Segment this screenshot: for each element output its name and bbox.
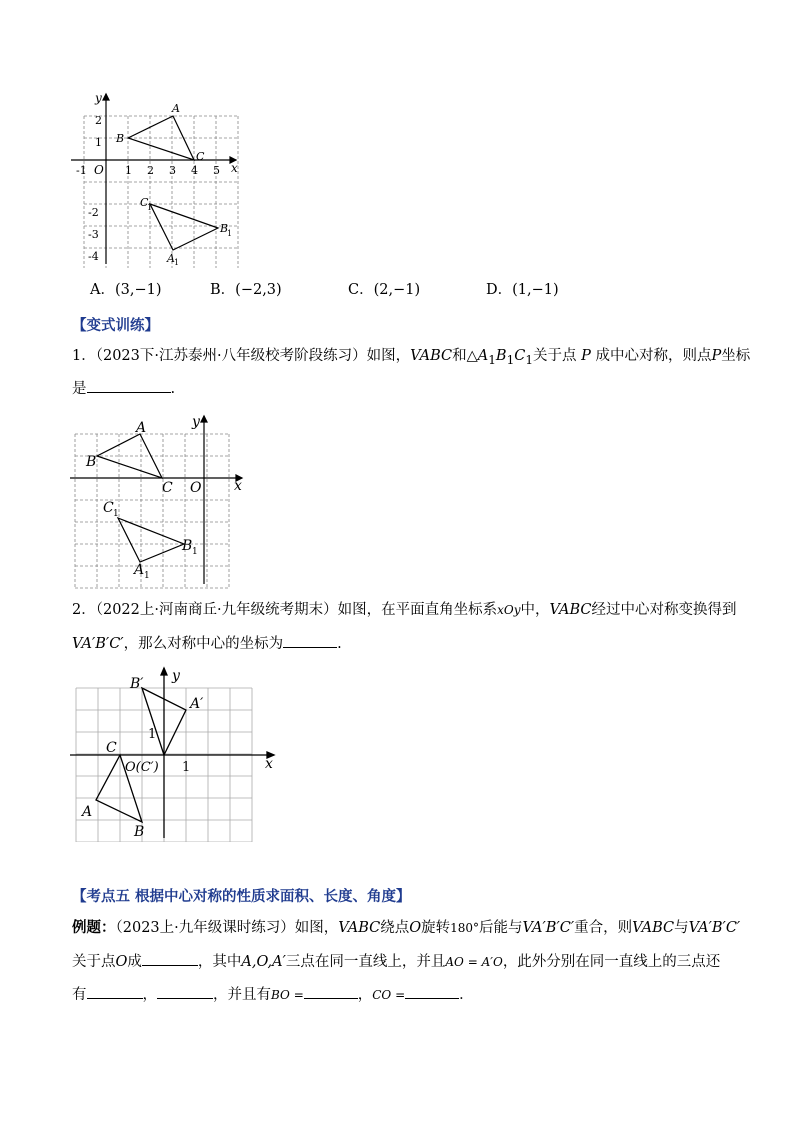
option-b[interactable] xyxy=(210,278,282,299)
question-source: （2023下·江苏泰州·八年级校考阶段练习）如图， xyxy=(95,348,411,364)
point-label-C: C xyxy=(106,740,117,756)
text: 关于点 xyxy=(533,348,577,364)
point-label-C: C xyxy=(162,480,173,496)
triangle-name: VABC xyxy=(410,348,453,364)
figure-2-coordinate-grid xyxy=(70,410,250,590)
point-label-A-prime: A′ xyxy=(190,696,204,712)
text: 重合，则 xyxy=(574,920,633,936)
text: 后能与 xyxy=(479,920,523,936)
text: 坐标 xyxy=(721,348,751,364)
point-label-A1: A xyxy=(167,252,175,265)
option-letter: A． xyxy=(90,282,115,298)
subscript: 1 xyxy=(147,203,153,212)
subscript: 1 xyxy=(525,352,534,367)
origin-label: O xyxy=(94,163,104,177)
point-label-A: A xyxy=(136,420,147,436)
text: 经过中心对称变换得到 xyxy=(591,602,737,618)
answer-blank[interactable] xyxy=(87,984,143,999)
triangle-name: △A xyxy=(466,348,489,364)
point-label-B: B xyxy=(86,454,97,470)
text: ， xyxy=(357,987,373,1003)
option-letter: C． xyxy=(348,282,374,298)
text: ，并且有 xyxy=(213,987,271,1003)
y-tick: 2 xyxy=(95,114,102,127)
triangle-name: C xyxy=(514,348,526,364)
section-heading-5: 【考点五 根据中心对称的性质求面积、长度、角度】 xyxy=(72,889,411,905)
subscript: 1 xyxy=(144,571,150,581)
subscript: 1 xyxy=(192,547,198,557)
answer-blank[interactable] xyxy=(157,984,213,999)
option-a[interactable] xyxy=(90,278,162,299)
section-heading-variant: 【变式训练】 xyxy=(72,318,159,334)
text: 成 xyxy=(127,954,142,970)
option-letter: B． xyxy=(210,282,236,298)
option-letter: D． xyxy=(486,282,513,298)
point-label-B: B xyxy=(134,824,145,840)
example-label: 例题： xyxy=(72,919,116,936)
text: 关于点 xyxy=(72,954,116,970)
figure-3-coordinate-grid xyxy=(70,664,280,842)
option-value: (−2,3) xyxy=(235,282,282,298)
y-tick-1: 1 xyxy=(148,727,157,742)
answer-blank[interactable] xyxy=(405,984,459,999)
angle-value: 180° xyxy=(450,921,480,935)
triangle-name: VABC xyxy=(338,920,381,936)
answer-blank[interactable] xyxy=(304,984,358,999)
triangle-name: VA′B′C′ xyxy=(688,920,741,936)
x-tick: 5 xyxy=(213,164,220,177)
text: 成中心对称，则点 xyxy=(595,348,712,364)
x-tick: 2 xyxy=(147,164,154,177)
text: 绕点 xyxy=(380,920,410,936)
option-d[interactable] xyxy=(486,278,559,299)
triangle-name: VA′B′C′ xyxy=(72,636,124,652)
x-tick-1: 1 xyxy=(182,760,191,775)
text: 旋转 xyxy=(421,920,451,936)
text: ，此外分别在同一直线上的三点还 xyxy=(502,954,721,970)
origin-label: O xyxy=(190,480,202,496)
point-name: P xyxy=(581,348,591,364)
option-value: (2,−1) xyxy=(373,282,421,298)
text: 有 xyxy=(72,987,87,1003)
point-label-A: A xyxy=(172,102,180,115)
option-c[interactable] xyxy=(348,278,420,299)
x-tick: 4 xyxy=(191,164,198,177)
text: . xyxy=(170,381,176,397)
coordinate-system-name: xOy xyxy=(497,603,521,617)
subscript: 1 xyxy=(488,352,496,367)
example-line-2 xyxy=(72,951,720,972)
question-number: 2． xyxy=(72,602,96,618)
text: 中， xyxy=(520,602,550,618)
text: 是 xyxy=(72,381,87,397)
question-1-line-1 xyxy=(72,346,750,370)
point-label-B: B xyxy=(116,132,125,145)
origin-label: O(C′) xyxy=(125,760,159,775)
point-label-B1: B xyxy=(182,538,193,554)
point-label-B1: B xyxy=(220,222,229,235)
option-value: (1,−1) xyxy=(512,282,559,298)
option-value: (3,−1) xyxy=(114,282,162,298)
text: ， xyxy=(142,987,157,1003)
question-source: （2023上·九年级课时练习）如图， xyxy=(115,920,339,936)
figure-1-coordinate-grid xyxy=(66,88,246,268)
text: 与 xyxy=(674,920,689,936)
question-number: 1． xyxy=(72,348,96,364)
question-1-line-2 xyxy=(72,378,175,399)
text: . xyxy=(337,636,342,652)
point-name: O xyxy=(409,920,422,936)
y-axis-label: y xyxy=(95,91,102,105)
x-tick: 1 xyxy=(125,164,132,177)
y-tick: -2 xyxy=(88,206,99,219)
text: ，那么对称中心的坐标为 xyxy=(123,636,284,652)
answer-blank[interactable] xyxy=(142,951,198,966)
example-line-3 xyxy=(72,984,474,1005)
text: ，其中 xyxy=(197,954,242,970)
y-axis-label: y xyxy=(172,668,180,684)
x-tick: 3 xyxy=(169,164,176,177)
point-label-A: A xyxy=(82,804,93,820)
answer-blank[interactable] xyxy=(87,378,171,393)
equation: BO = xyxy=(271,988,304,1002)
equation: AO = A′O xyxy=(445,955,503,969)
x-tick: -1 xyxy=(76,164,87,177)
equation: CO = xyxy=(372,988,406,1002)
y-axis-label: y xyxy=(192,414,200,430)
question-2-line-2 xyxy=(72,633,342,654)
x-axis-label: x xyxy=(265,756,273,772)
text: ． xyxy=(459,987,474,1003)
answer-blank[interactable] xyxy=(283,633,337,648)
y-tick: -4 xyxy=(88,250,99,263)
question-2-line-1 xyxy=(72,600,736,620)
example-line-1 xyxy=(72,918,740,938)
triangle-name: VABC xyxy=(549,602,592,618)
point-list: A,O,A′ xyxy=(241,954,286,970)
subscript: 1 xyxy=(506,352,515,367)
y-tick: -3 xyxy=(88,228,99,241)
text: 三点在同一直线上，并且 xyxy=(285,954,446,970)
x-axis-label: x xyxy=(231,161,238,175)
question-source: （2022上·河南商丘·九年级统考期末）如图，在平面直角坐标系 xyxy=(95,602,498,618)
x-axis-label: x xyxy=(234,478,242,494)
subscript: 1 xyxy=(113,509,119,519)
text: 和 xyxy=(452,348,467,364)
point-label-B-prime: B′ xyxy=(130,676,144,692)
point-label-C: C xyxy=(196,150,205,163)
subscript: 1 xyxy=(227,229,233,238)
triangle-name: VA′B′C′ xyxy=(522,920,575,936)
point-name: O xyxy=(115,954,128,970)
y-tick: 1 xyxy=(95,136,102,149)
subscript: 1 xyxy=(174,258,180,267)
triangle-name: B xyxy=(495,348,507,364)
point-label-A1: A xyxy=(134,562,145,578)
point-name: P xyxy=(711,348,722,364)
triangle-name: VABC xyxy=(632,920,675,936)
point-label-C1: C xyxy=(140,196,149,209)
point-label-C1: C xyxy=(103,500,114,516)
